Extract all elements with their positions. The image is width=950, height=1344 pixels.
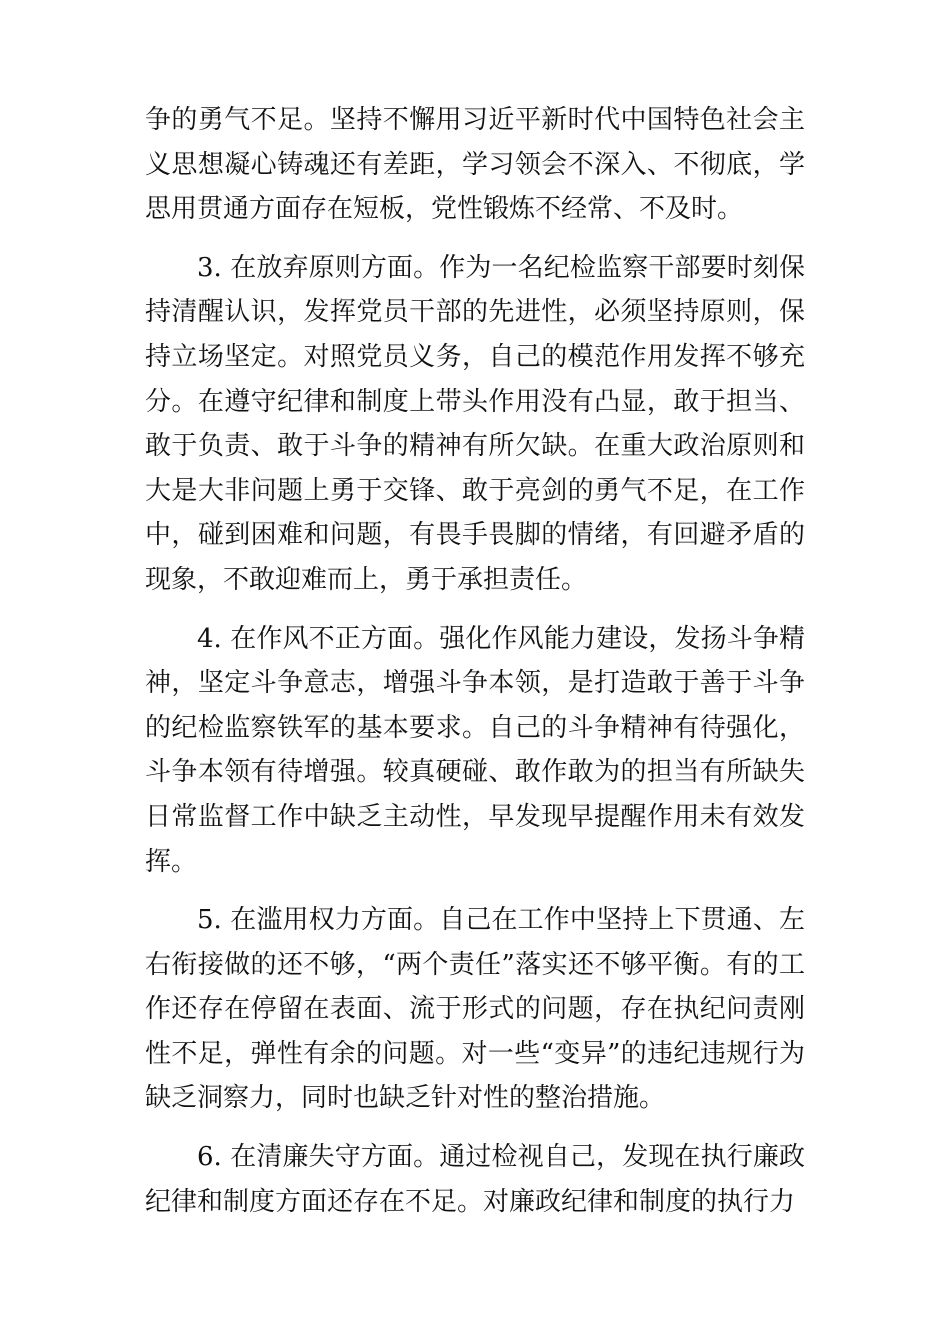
document-body xyxy=(145,98,805,1238)
paragraph-principle: 3. 在放弃原则方面。作为一名纪检监察干部要时刻保持清醒认识，发挥党员干部的先进性，必须坚持原则，保持立场坚定。对照党员义务，自己的模范作用发挥不够充分。在遵守纪律和制度上带头作用没有凸显，敢于担当、敢于负责、敢于斗争的精神有所欠缺。在重大政治原则和大是大非问题上勇于交锋、敢于亮剑的勇气不足，在工作中，碰到困难和问题，有畏手畏脚的情绪，有回避矛盾的现象，不敢迎难而上，勇于承担责任。 xyxy=(145,252,805,595)
paragraph-power-abuse: 5. 在滥用权力方面。自己在工作中坚持上下贯通、左右衔接做的还不够，“两个责任”落实还不够平衡。有的工作还存在停留在表面、流于形式的问题，存在执纪问责刚性不足，弹性有余的问题。对一些“变异”的违纪违规行为缺乏洞察力，同时也缺乏针对性的整治措施。 xyxy=(145,905,805,1114)
paragraph-integrity: 6. 在清廉失守方面。通过检视自己，发现在执行廉政纪律和制度方面还存在不足。对廉政纪律和制度的执行力 xyxy=(145,1142,805,1217)
paragraph-continuation: 争的勇气不足。坚持不懈用习近平新时代中国特色社会主义思想凝心铸魂还有差距，学习领会不深入、不彻底，学思用贯通方面存在短板，党性锻炼不经常、不及时。 xyxy=(145,105,805,225)
paragraph-work-style: 4. 在作风不正方面。强化作风能力建设，发扬斗争精神，坚定斗争意志，增强斗争本领，是打造敢于善于斗争的纪检监察铁军的基本要求。自己的斗争精神有待强化，斗争本领有待增强。较真硬碰、敢作敢为的担当有所缺失日常监督工作中缺乏主动性，早发现早提醒作用未有效发挥。 xyxy=(145,623,805,877)
